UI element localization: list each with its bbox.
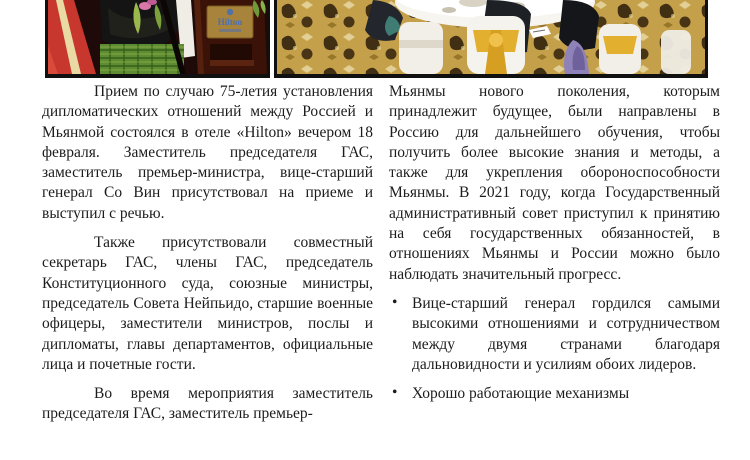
bullet-marker: • (392, 384, 398, 402)
text-column-right (389, 82, 720, 460)
bullet-text: Вице-старший генерал гордился самыми высокими отношениями и сотрудничеством между двумя странами благодаря дальновидности и усилиям обоих лидеров. (412, 294, 720, 373)
bullet-list (389, 294, 720, 404)
article-body (42, 82, 720, 460)
paragraph-continuation: Мьянмы нового поколения, которым принадлежит будущее, были направлены в Россию для дальнейшего обучения, чтобы получить более высокие знания и методы, а также для укрепления обороноспособности Мьянмы. В 2021 году, когда Государственный административный совет приступил к принятию на себя государственных обязанностей, в отношениях Мьянмы и России можно было наблюдать значительный прогресс. (389, 83, 720, 283)
podium-photo-illustration (48, 0, 267, 74)
paragraph-attendees: Также присутствовали совместный секретарь ГАС, члены ГАС, председатель Конституционного суда, союзные министры, председатель Совета Нейпьидо, старшие военные офицеры, заместители министров, послы и дипломаты, главы департаментов, официальные лица и почетные гости. (42, 234, 373, 373)
bullet-marker: • (392, 293, 398, 311)
photo-podium-speech (45, 0, 270, 78)
paragraph-event-cutoff: Во время мероприятия заместитель председателя ГАС, заместитель премьер- (42, 385, 373, 423)
hilton-sign-text: Hilton (217, 17, 243, 27)
text-column-left (42, 82, 373, 460)
paragraph-reception: Прием по случаю 75-летия установления дипломатических отношений между Россией и Мьянмой состоялся в отеле «Hilton» вечером 18 февраля. Заместитель председателя ГАС, заместитель премьер-министра, вице-старший генерал Со Вин присутствовал на приеме и выступил с речью. (42, 83, 373, 222)
bullet-item (389, 384, 720, 404)
bullet-item (389, 294, 720, 375)
bullet-text: Хорошо работающие механизмы (412, 385, 630, 403)
banquet-photo-illustration (277, 0, 705, 74)
photo-banquet-hall (274, 0, 708, 78)
